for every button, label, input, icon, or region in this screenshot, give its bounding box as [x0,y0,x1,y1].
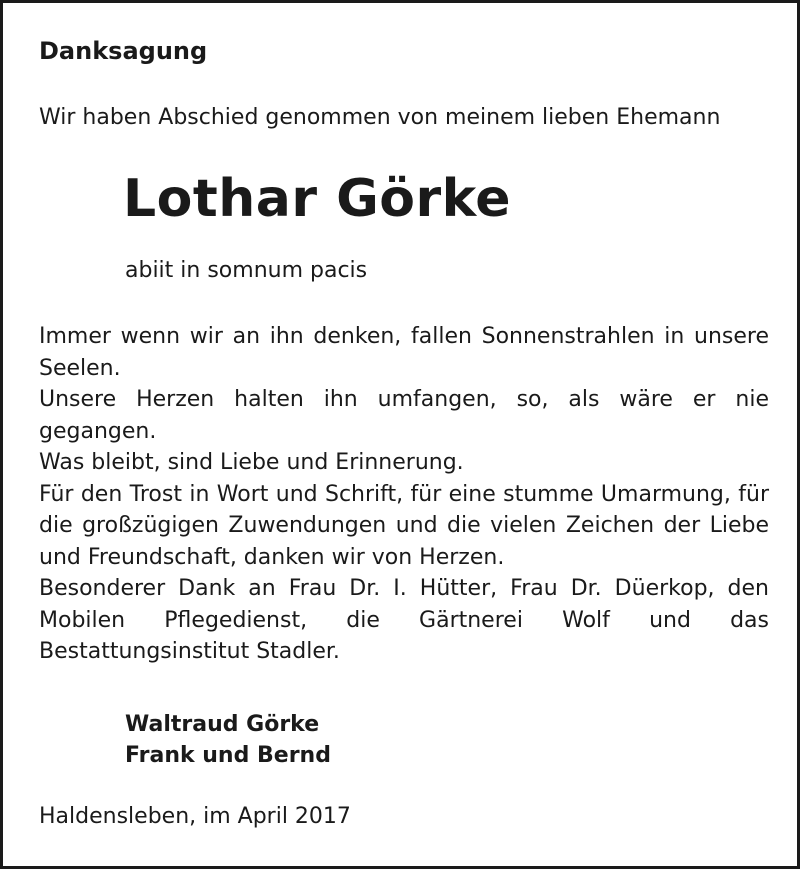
notice-intro: Wir haben Abschied genommen von meinem lieben Ehemann [39,105,721,130]
body-paragraph: Was bleibt, sind Liebe und Erinnerung. [39,450,464,475]
notice-body [39,321,769,668]
deceased-name: Lothar Görke [123,169,512,229]
latin-phrase: abiit in somnum pacis [125,258,368,283]
body-paragraph: Für den Trost in Wort und Schrift, für eine stumme Umarmung, für die großzügigen Zuwendungen und die vielen Zeichen der Liebe und Freundschaft, danken wir von Herzen. [39,481,769,570]
body-paragraph: Besonderer Dank an Frau Dr. I. Hütter, Frau Dr. Düerkop, den Mobilen Pflegedienst, die Gärtnerei Wolf und das Bestattungsinstitut Stadler. [39,576,769,664]
signatories [125,709,331,771]
body-paragraph: Immer wenn wir an ihn denken, fallen Sonnenstrahlen in unsere Seelen. [39,324,769,381]
place-date: Haldensleben, im April 2017 [39,804,351,829]
body-paragraph: Unsere Herzen halten ihn umfangen, so, als wäre er nie gegangen. [39,387,769,444]
notice-heading: Danksagung [39,37,208,65]
signatory: Waltraud Görke [125,712,320,737]
signatory: Frank und Bernd [125,743,331,768]
